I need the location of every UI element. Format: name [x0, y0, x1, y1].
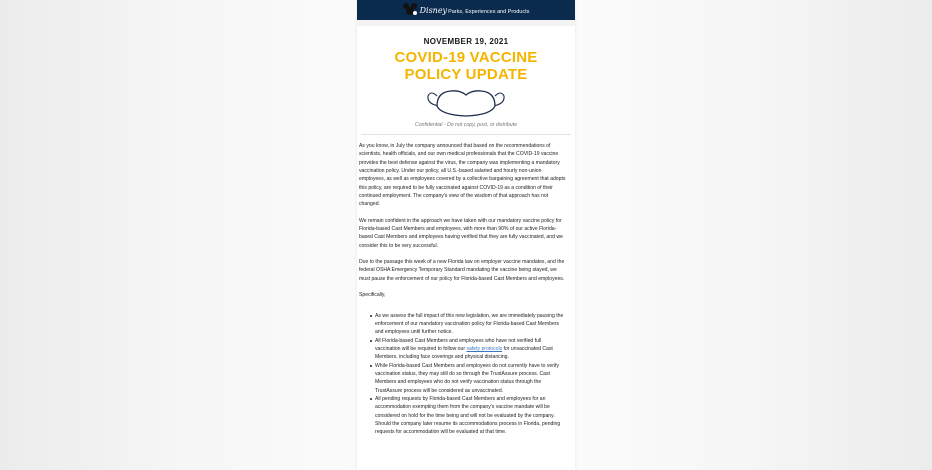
- paragraph-florida-law: Due to the passage this week of a new Florida law on employer vaccine mandates, and the federal OSHA Emergency Temporary Standard mandating the vaccine being stayed, we must pause the enforcement of our policy for Florida-based Cast Members and employees.: [359, 259, 565, 282]
- brand-name: DisneyParks, Experiences and Products: [419, 5, 530, 15]
- list-item: All pending requests by Florida-based Cast Members and employees for an accommodation exempting them from the company's vaccine mandate will be considered on hold for the time being and will not be evaluated by the company. Should the company later resume its accommodations process in Florida, pending requests for accommodation will be evaluated at that time.: [375, 395, 568, 437]
- brand-banner: [357, 0, 575, 20]
- memo-title: [357, 49, 575, 83]
- memo-date: NOVEMBER 19, 2021: [423, 37, 509, 46]
- memo-document: [357, 0, 575, 470]
- paragraph-intro: As you know, in July the company announced that based on the recommendations of scientists, health officials, and our own medical professionals that the COVID-19 vaccine provides the best defense against the virus, the company was implementing a mandatory vaccination policy. Under our policy, all U.S.-based salaried and hourly non-union employees, as well as employees covered by a collective bargaining agreement that adopts this policy, are required to be fully vaccinated against COVID-19 as a condition of their continued employment. The company's view of the wisdom of that approach has not changed.: [359, 143, 566, 208]
- list-item: All Florida-based Cast Members and employees who have not verified full vaccination will be required to follow our safety protocols for unvaccinated Cast Members, including face coverings and physical distancing.: [375, 337, 568, 362]
- mickey-mouse-icon: [403, 3, 417, 17]
- list-item: While Florida-based Cast Members and employees do not currently have to verify vaccination status, they may still do so through the TrustAssure process. Cast Members and employees who do not verify vaccination status through the TrustAssure process will be considered as unvaccinated.: [375, 362, 568, 395]
- memo-title-line2: POLICY UPDATE: [404, 66, 528, 83]
- list-item: As we assess the full impact of this new legislation, we are immediately pausing the enforcement of our mandatory vaccination policy for Florida-based Cast Members and employees until further notice.: [375, 312, 568, 337]
- confidential-notice: Confidential - Do not copy, post, or distribute: [415, 122, 517, 128]
- policy-bullet-list: [359, 312, 568, 437]
- face-mask-icon: [427, 86, 505, 118]
- banner-divider: [357, 20, 575, 26]
- paragraph-specifically: Specifically,: [359, 292, 386, 299]
- divider: [361, 134, 571, 135]
- memo-title-line1: COVID-19 VACCINE: [394, 49, 538, 66]
- safety-protocols-link[interactable]: safety protocols: [466, 345, 503, 352]
- memo-body: [359, 142, 568, 437]
- paragraph-confidence: We remain confident in the approach we have taken with our mandatory vaccine policy for Florida-based Cast Members and employees, with more than 90% of our active Florida-based Cast Members and employees having verified that they are fully vaccinated, and we consider this to be very successful.: [359, 217, 563, 249]
